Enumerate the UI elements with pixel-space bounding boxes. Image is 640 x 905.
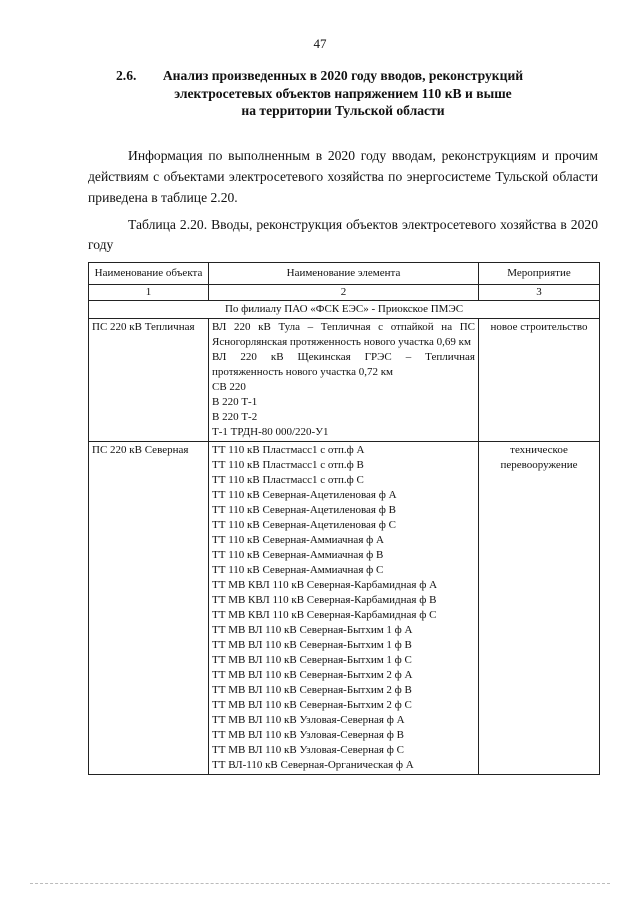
element-item: ТТ МВ КВЛ 110 кВ Северная-Карбамидная ф А (212, 579, 438, 591)
element-item: ТТ 110 кВ Северная-Ацетиленовая ф С (212, 519, 396, 531)
element-item: ТТ 110 кВ Северная-Аммиачная ф С (212, 564, 384, 576)
heading-line-1: Анализ произведенных в 2020 году вводов, реконструкций (162, 68, 524, 83)
section-number: 2.6. (116, 68, 137, 83)
page-number: 47 (313, 36, 327, 51)
action-cell: новое строительство (479, 319, 600, 442)
element-item: ТТ МВ ВЛ 110 кВ Северная-Бытхим 1 ф В (212, 639, 412, 651)
element-item: ТТ МВ ВЛ 110 кВ Северная-Бытхим 2 ф А (212, 669, 413, 681)
element-item: В 220 Т-2 (212, 411, 258, 423)
column-number: 2 (209, 285, 479, 301)
object-name-cell: ПС 220 кВ Северная (89, 442, 209, 775)
element-item: ВЛ 220 кВ Тула – Тепличная с отпайкой на ПС Ясногорлянская протяженность нового участка 0,69 км (212, 321, 475, 348)
heading-line-2: электросетевых объектов напряжением 110 кВ и выше (174, 85, 512, 101)
element-item: ТТ 110 кВ Северная-Ацетиленовая ф В (212, 504, 396, 516)
table-caption: Таблица 2.20. Вводы, реконструкция объектов электросетевого хозяйства в 2020 году (88, 217, 598, 252)
element-item: ТТ МВ ВЛ 110 кВ Северная-Бытхим 1 ф С (212, 654, 412, 666)
object-name-cell: ПС 220 кВ Тепличная (89, 319, 209, 442)
action-cell: техническое перевооружение (479, 442, 600, 775)
element-item: ТТ 110 кВ Северная-Ацетиленовая ф А (212, 489, 397, 501)
intro-paragraph: Информация по выполненным в 2020 году вводам, реконструкциям и прочим действиям с объектами электросетевого хозяйства по энергосистеме Тульской области приведена в таблице 2.20. (88, 148, 598, 205)
element-item: ВЛ 220 кВ Щекинская ГРЭС – Тепличная протяженность нового участка 0,72 км (212, 351, 475, 378)
element-item: ТТ МВ ВЛ 110 кВ Узловая-Северная ф С (212, 744, 404, 756)
element-item: ТТ 110 кВ Пластмасс1 с отп.ф С (212, 474, 364, 486)
element-item: В 220 Т-1 (212, 396, 258, 408)
works-table (88, 262, 600, 775)
element-list-cell (209, 442, 479, 775)
scan-artifact-line (30, 883, 610, 885)
table-row (89, 442, 600, 775)
element-item: ТТ МВ ВЛ 110 кВ Северная-Бытхим 2 ф В (212, 684, 412, 696)
element-item: СВ 220 (212, 381, 246, 393)
element-item: Т-1 ТРДН-80 000/220-У1 (212, 426, 329, 438)
element-item: ТТ ВЛ-110 кВ Северная-Органическая ф А (212, 759, 414, 771)
section-heading (88, 67, 598, 120)
section-label: По филиалу ПАО «ФСК ЕЭС» - Приокское ПМЭС (89, 301, 600, 319)
section-row (89, 301, 600, 319)
heading-line-3: на территории Тульской области (241, 103, 445, 118)
element-item: ТТ 110 кВ Северная-Аммиачная ф В (212, 549, 384, 561)
element-list-cell (209, 319, 479, 442)
table-row (89, 319, 600, 442)
header-element: Наименование элемента (209, 263, 479, 285)
header-action: Мероприятие (479, 263, 600, 285)
element-item: ТТ МВ ВЛ 110 кВ Северная-Бытхим 1 ф А (212, 624, 413, 636)
column-number: 3 (479, 285, 600, 301)
element-item: ТТ 110 кВ Северная-Аммиачная ф А (212, 534, 384, 546)
element-item: ТТ 110 кВ Пластмасс1 с отп.ф А (212, 444, 365, 456)
column-number: 1 (89, 285, 209, 301)
table-header-row (89, 263, 600, 285)
element-item: ТТ МВ КВЛ 110 кВ Северная-Карбамидная ф В (212, 594, 437, 606)
header-object: Наименование объекта (89, 263, 209, 285)
element-item: ТТ МВ ВЛ 110 кВ Узловая-Северная ф В (212, 729, 404, 741)
element-item: ТТ МВ ВЛ 110 кВ Северная-Бытхим 2 ф С (212, 699, 412, 711)
element-item: ТТ МВ КВЛ 110 кВ Северная-Карбамидная ф С (212, 609, 437, 621)
element-item: ТТ МВ ВЛ 110 кВ Узловая-Северная ф А (212, 714, 405, 726)
column-number-row (89, 285, 600, 301)
element-item: ТТ 110 кВ Пластмасс1 с отп.ф В (212, 459, 364, 471)
